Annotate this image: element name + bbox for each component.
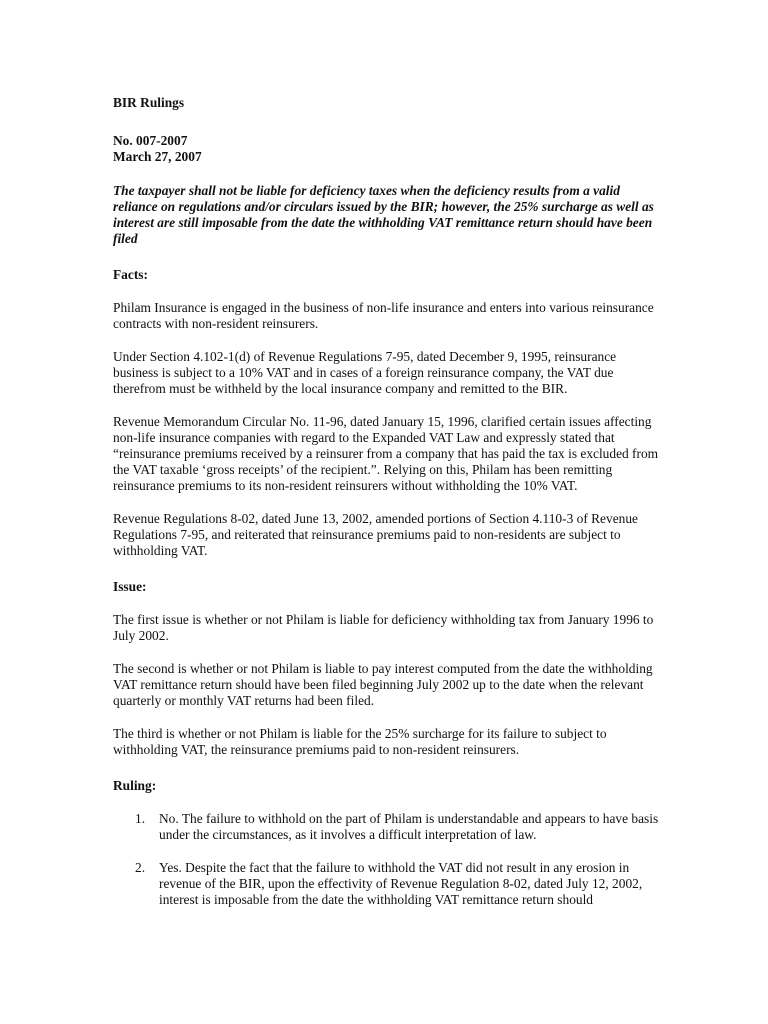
ruling-list-item: [113, 811, 661, 843]
ruling-number: No. 007-2007: [113, 133, 188, 148]
issue-paragraph: The second is whether or not Philam is liable to pay interest computed from the date the withholding VAT remittance return should have been filed beginning July 2002 up to the date when the relevant quarterly or monthly VAT returns had been filed.: [113, 661, 653, 708]
ruling-date: March 27, 2007: [113, 149, 202, 164]
ruling-item-text: Yes. Despite the fact that the failure to withhold the VAT did not result in any erosion in revenue of the BIR, upon the effectivity of Revenue Regulation 8-02, dated July 12, 2002, interest is imposable from the date the withholding VAT remittance return should: [159, 860, 643, 907]
issue-paragraph: The first issue is whether or not Philam is liable for deficiency withholding tax from January 1996 to July 2002.: [113, 612, 654, 643]
facts-heading: Facts:: [113, 267, 148, 282]
facts-paragraph: Revenue Regulations 8-02, dated June 13, 2002, amended portions of Section 4.110-3 of Revenue Regulations 7-95, and reiterated that reinsurance premiums paid to non-residents are subject to withholding VAT.: [113, 511, 638, 558]
issue-heading: Issue:: [113, 579, 147, 594]
facts-paragraph: Under Section 4.102-1(d) of Revenue Regulations 7-95, dated December 9, 1995, reinsurance business is subject to a 10% VAT and in cases of a foreign reinsurance company, the VAT due therefrom must be withheld by the local insurance company and remitted to the BIR.: [113, 349, 617, 396]
facts-paragraph: Revenue Memorandum Circular No. 11-96, dated January 15, 1996, clarified certain issues affecting non-life insurance companies with regard to the Expanded VAT Law and expressly stated that “reinsurance premiums received by a reinsurer from a company that has paid the tax is excluded from the VAT taxable ‘gross receipts’ of the recipient.”. Relying on this, Philam has been remitting reinsurance premiums to its non-resident reinsurers without withholding the 10% VAT.: [113, 414, 659, 493]
ruling-item-number: 1.: [135, 811, 146, 826]
document-title: BIR Rulings: [113, 95, 185, 110]
ruling-item-number: 2.: [135, 860, 146, 875]
ruling-meta: [113, 133, 661, 165]
ruling-list-item: [113, 860, 661, 908]
ruling-heading: Ruling:: [113, 778, 157, 793]
issue-paragraph: The third is whether or not Philam is liable for the 25% surcharge for its failure to subject to withholding VAT, the reinsurance premiums paid to non-resident reinsurers.: [113, 726, 607, 757]
facts-paragraph: Philam Insurance is engaged in the business of non-life insurance and enters into various reinsurance contracts with non-resident reinsurers.: [113, 300, 654, 331]
ruling-summary: The taxpayer shall not be liable for deficiency taxes when the deficiency results from a valid reliance on regulations and/or circulars issued by the BIR; however, the 25% surcharge as well as interest are still imposable from the date the withholding VAT remittance return should have been filed: [113, 183, 654, 246]
document-page: [113, 88, 661, 908]
ruling-list: [113, 811, 661, 908]
ruling-item-text: No. The failure to withhold on the part of Philam is understandable and appears to have basis under the circumstances, as it involves a difficult interpretation of law.: [159, 811, 659, 842]
